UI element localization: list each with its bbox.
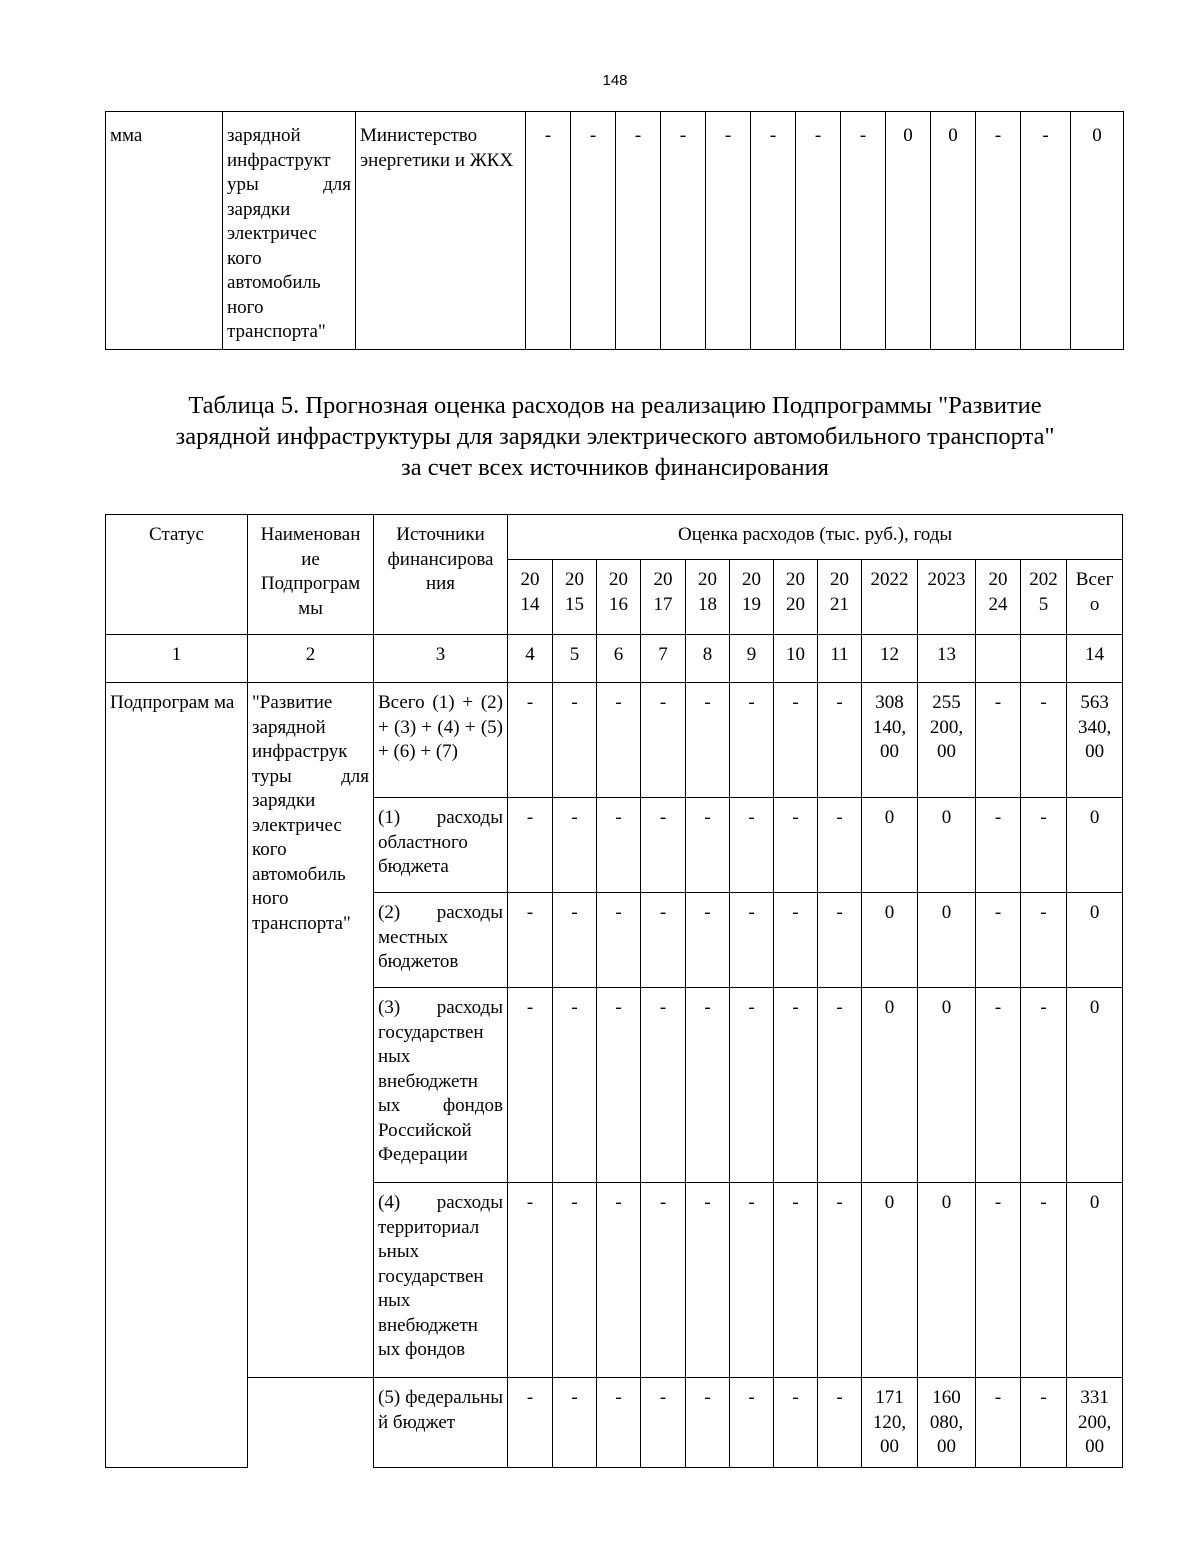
column-number: 13	[918, 635, 976, 683]
value-cell: -	[553, 798, 597, 893]
year-header: 20 21	[818, 560, 862, 635]
continued-table	[105, 111, 1124, 350]
value-cell: -	[976, 798, 1021, 893]
value-cell: -	[976, 112, 1021, 350]
year-header: 20 17	[641, 560, 686, 635]
value-cell: 0	[918, 988, 976, 1183]
value-cell: -	[508, 893, 553, 988]
title-line-2: зарядной инфраструктуры для зарядки электрического автомобильного транспорта"	[175, 423, 1055, 450]
header-sources: Источники финансирова ния	[374, 515, 508, 635]
value-cell: 0	[918, 798, 976, 893]
year-header: 20 14	[508, 560, 553, 635]
table-row	[106, 683, 1123, 798]
subprogram-name-cell: "Развитие зарядной инфраструк туры для зарядки электричес кого автомобиль ного транспорта"	[248, 683, 374, 1378]
header-name: Наименован ие Подпрограм мы	[248, 515, 374, 635]
column-number	[1021, 635, 1067, 683]
column-number: 2	[248, 635, 374, 683]
value-cell: -	[1021, 798, 1067, 893]
page-number: 148	[602, 72, 628, 89]
title-line-3: за счет всех источников финансирования	[401, 454, 829, 481]
expense-table	[105, 514, 1123, 1468]
column-number: 11	[818, 635, 862, 683]
value-cell: -	[818, 988, 862, 1183]
value-cell: 171 120, 00	[862, 1378, 918, 1468]
column-number: 4	[508, 635, 553, 683]
value-cell: -	[553, 683, 597, 798]
value-cell: -	[641, 1183, 686, 1378]
value-cell: -	[686, 1183, 730, 1378]
value-cell: 0	[1067, 1183, 1123, 1378]
value-cell: 0	[1067, 798, 1123, 893]
value-cell: -	[841, 112, 886, 350]
column-number: 3	[374, 635, 508, 683]
value-cell: -	[976, 1378, 1021, 1468]
value-cell: -	[818, 1183, 862, 1378]
value-cell: -	[508, 1378, 553, 1468]
value-cell: -	[818, 683, 862, 798]
year-header: 20 20	[774, 560, 818, 635]
value-cell: -	[616, 112, 661, 350]
source-cell: (5) федеральны й бюджет	[374, 1378, 508, 1468]
value-cell: 0	[1067, 988, 1123, 1183]
value-cell: -	[553, 893, 597, 988]
column-number: 8	[686, 635, 730, 683]
header-row	[106, 515, 1123, 560]
value-cell: 0	[918, 1183, 976, 1378]
value-cell: -	[508, 798, 553, 893]
value-cell: 0	[862, 1183, 918, 1378]
value-cell: -	[818, 893, 862, 988]
value-cell: -	[976, 1183, 1021, 1378]
source-cell: Всего (1) + (2) + (3) + (4) + (5) + (6) + (7)	[374, 683, 508, 798]
value-cell: 160 080, 00	[918, 1378, 976, 1468]
value-cell: 0	[886, 112, 931, 350]
value-cell: -	[751, 112, 796, 350]
year-header: 20 18	[686, 560, 730, 635]
value-cell: -	[641, 798, 686, 893]
value-cell: -	[818, 798, 862, 893]
value-cell: -	[730, 1378, 774, 1468]
value-cell: 0	[862, 798, 918, 893]
value-cell: -	[796, 112, 841, 350]
value-cell: 0	[862, 893, 918, 988]
value-cell: -	[508, 1183, 553, 1378]
value-cell: -	[641, 988, 686, 1183]
value-cell: -	[1021, 1183, 1067, 1378]
value-cell: -	[686, 988, 730, 1183]
column-number: 9	[730, 635, 774, 683]
column-number: 7	[641, 635, 686, 683]
value-cell: -	[686, 683, 730, 798]
column-number: 5	[553, 635, 597, 683]
value-cell: 0	[1067, 893, 1123, 988]
value-cell: -	[1021, 1378, 1067, 1468]
value-cell: 255 200, 00	[918, 683, 976, 798]
column-number: 14	[1067, 635, 1123, 683]
value-cell: -	[508, 683, 553, 798]
year-header: 202 5	[1021, 560, 1067, 635]
value-cell: -	[730, 988, 774, 1183]
value-cell: -	[661, 112, 706, 350]
value-cell: -	[976, 988, 1021, 1183]
value-cell: 0	[918, 893, 976, 988]
value-cell: -	[730, 683, 774, 798]
value-cell: -	[597, 1183, 641, 1378]
column-number: 12	[862, 635, 918, 683]
value-cell: -	[706, 112, 751, 350]
value-cell: -	[774, 988, 818, 1183]
value-cell: -	[774, 1183, 818, 1378]
year-header: 2022	[862, 560, 918, 635]
value-cell: -	[1021, 112, 1071, 350]
value-cell: -	[597, 1378, 641, 1468]
value-cell: -	[597, 798, 641, 893]
value-cell: -	[730, 798, 774, 893]
value-cell: -	[597, 988, 641, 1183]
value-cell: -	[730, 893, 774, 988]
value-cell: -	[641, 1378, 686, 1468]
value-cell: -	[597, 893, 641, 988]
status-cell: мма	[106, 112, 223, 350]
source-cell: (4) расходы территориал ьных государствен ных внебюджетн ых фондов	[374, 1183, 508, 1378]
year-header: 20 15	[553, 560, 597, 635]
value-cell: -	[526, 112, 571, 350]
value-cell: -	[774, 1378, 818, 1468]
value-cell: -	[976, 683, 1021, 798]
value-cell: -	[1021, 893, 1067, 988]
value-cell: -	[730, 1183, 774, 1378]
year-header: 2023	[918, 560, 976, 635]
value-cell: -	[1021, 988, 1067, 1183]
value-cell: -	[508, 988, 553, 1183]
value-cell: -	[597, 683, 641, 798]
value-cell: -	[641, 893, 686, 988]
value-cell: 0	[931, 112, 976, 350]
header-status: Статус	[106, 515, 248, 635]
value-cell: -	[774, 683, 818, 798]
empty-name-cell	[248, 1378, 374, 1468]
value-cell: -	[818, 1378, 862, 1468]
value-cell: 0	[862, 988, 918, 1183]
value-cell: -	[976, 893, 1021, 988]
value-cell: -	[553, 1183, 597, 1378]
header-estimate: Оценка расходов (тыс. руб.), годы	[508, 515, 1123, 560]
value-cell: -	[571, 112, 616, 350]
table-title	[100, 390, 1130, 483]
source-cell: (1) расходы областного бюджета	[374, 798, 508, 893]
status-cell: Подпрограм ма	[106, 683, 248, 1468]
value-cell: 563 340, 00	[1067, 683, 1123, 798]
value-cell: 0	[1071, 112, 1124, 350]
name-cell: зарядной инфраструкт уры для зарядки электричес кого автомобиль ного транспорта"	[223, 112, 356, 350]
year-header: Всег о	[1067, 560, 1123, 635]
value-cell: -	[553, 1378, 597, 1468]
title-line-1: Таблица 5. Прогнозная оценка расходов на реализацию Подпрограммы "Развитие	[188, 392, 1042, 419]
value-cell: -	[1021, 683, 1067, 798]
source-cell: Министерство энергетики и ЖКХ	[356, 112, 526, 350]
column-number: 10	[774, 635, 818, 683]
value-cell: -	[686, 893, 730, 988]
column-number-row	[106, 635, 1123, 683]
column-number	[976, 635, 1021, 683]
value-cell: 331 200, 00	[1067, 1378, 1123, 1468]
year-header: 20 24	[976, 560, 1021, 635]
value-cell: -	[774, 893, 818, 988]
value-cell: -	[553, 988, 597, 1183]
source-cell: (2) расходы местных бюджетов	[374, 893, 508, 988]
table-row	[106, 1378, 1123, 1468]
column-number: 1	[106, 635, 248, 683]
value-cell: -	[641, 683, 686, 798]
value-cell: 308 140, 00	[862, 683, 918, 798]
value-cell: -	[686, 798, 730, 893]
value-cell: -	[774, 798, 818, 893]
table-row	[106, 112, 1124, 350]
year-header: 20 19	[730, 560, 774, 635]
value-cell: -	[686, 1378, 730, 1468]
source-cell: (3) расходы государствен ных внебюджетн ых фондов Российской Федерации	[374, 988, 508, 1183]
year-header: 20 16	[597, 560, 641, 635]
column-number: 6	[597, 635, 641, 683]
